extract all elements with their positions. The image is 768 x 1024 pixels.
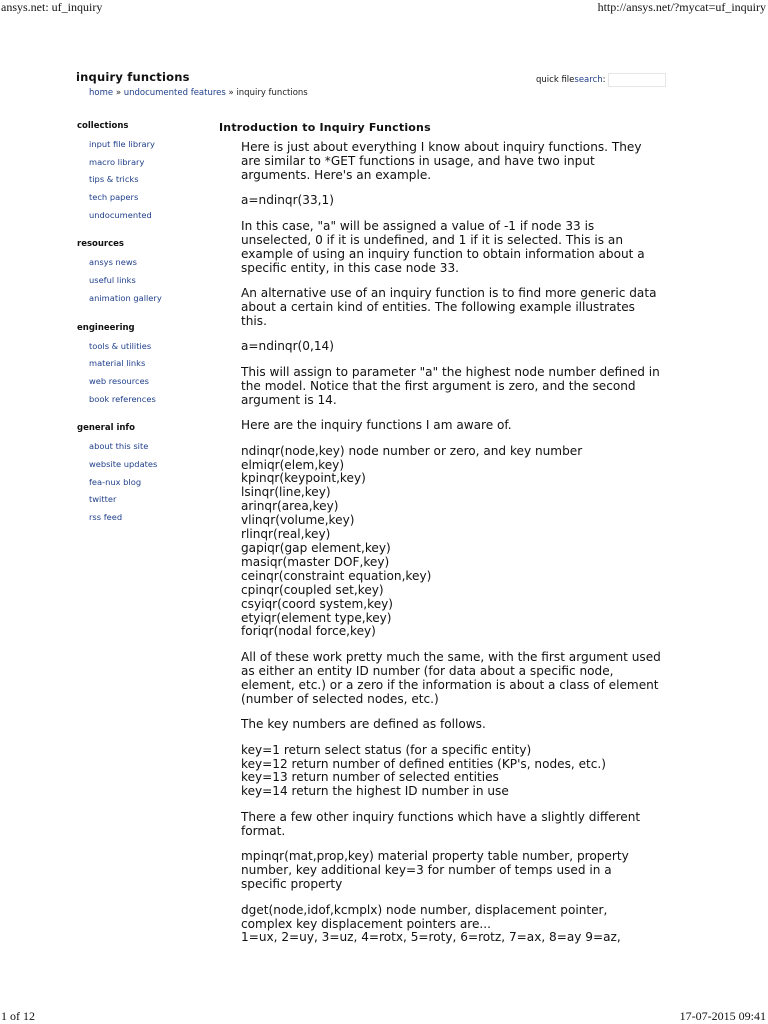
sidebar-item-useful-links[interactable]: useful links [89,275,136,286]
search-label-prefix: quick file [536,75,575,85]
paragraph: mpinqr(mat,prop,key) material property table number, property number, key additional key=3 for number of temps used in a specific property [241,849,629,892]
print-footer [0,1009,768,1023]
sidebar-section-collections [77,121,207,226]
breadcrumb-home-link[interactable]: home [89,88,114,98]
key-item: key=1 return select status (for a specific entity) [241,742,532,757]
print-timestamp: 17-07-2015 09:41 [679,1009,766,1023]
paragraph: The key numbers are defined as follows. [241,717,486,732]
function-item: ceinqr(constraint equation,key) [241,568,432,583]
function-item: ndinqr(node,key) node number or zero, and key number [241,443,583,458]
paragraph: Here are the inquiry functions I am aware of. [241,418,512,433]
print-header-url: http://ansys.net/?mycat=uf_inquiry [597,0,766,14]
sidebar-item-twitter[interactable]: twitter [89,494,117,505]
dget-description: dget(node,idof,kcmplx) node number, displacement pointer, complex key displacement pointers are... [241,902,608,931]
sidebar-section-engineering [77,323,207,411]
article-body [241,141,661,957]
key-list [241,744,661,800]
function-item: vlinqr(volume,key) [241,513,355,528]
sidebar-item-web-resources[interactable]: web resources [89,375,150,386]
function-item: foriqr(nodal force,key) [241,624,376,639]
breadcrumb-current: inquiry functions [236,88,308,98]
sidebar-section-general-info [77,423,207,528]
breadcrumb-separator: » [228,88,234,98]
sidebar-section-resources [77,239,207,309]
paragraph: An alternative use of an inquiry function is to find more generic data about a certain kind of entities. The following example illustrates this. [241,286,657,328]
print-header-title: ansys.net: uf_inquiry [1,0,103,14]
search-label-suffix: : [602,75,606,85]
function-item: gapiqr(gap element,key) [241,541,391,555]
page-title: inquiry functions [76,70,190,84]
function-item: arinqr(area,key) [241,499,339,514]
function-item: csyiqr(coord system,key) [241,596,394,611]
sidebar-item-macro-library[interactable]: macro library [89,156,145,167]
function-item: cpinqr(coupled set,key) [241,582,384,597]
sidebar-item-book-references[interactable]: book references [89,393,156,404]
breadcrumb [89,88,308,98]
code-example: a=ndinqr(33,1) [241,193,334,208]
function-item: elmiqr(elem,key) [241,457,345,472]
sidebar-item-input-file-library[interactable]: input file library [89,139,155,149]
key-item: key=12 return number of defined entities (KP's, nodes, etc.) [241,756,606,771]
key-item: key=14 return the highest ID number in use [241,784,509,799]
code-example: a=ndinqr(0,14) [241,339,334,354]
quick-file-search [536,73,666,87]
paragraph: Here is just about everything I know about inquiry functions. They are similar to *GET functions in usage, and have two input arguments. Here's an example. [241,140,642,182]
paragraph: This will assign to parameter "a" the highest node number defined in the model. Notice that the first argument is zero, and the second argument is 14. [241,364,660,407]
function-item: rlinqr(real,key) [241,527,331,542]
sidebar-item-tech-papers[interactable]: tech papers [89,192,139,203]
sidebar [77,121,207,542]
breadcrumb-section-link[interactable]: undocumented features [123,88,226,98]
paragraph: There a few other inquiry functions which have a slightly different format. [241,809,641,838]
sidebar-heading: engineering [77,322,135,333]
sidebar-item-ansys-news[interactable]: ansys news [89,257,138,268]
paragraph: All of these work pretty much the same, with the first argument used as either an entity ID number (for data about a specific node, element, etc.) or a zero if the information is about a class of element (number of selected nodes, etc.) [241,649,661,706]
function-item: masiqr(master DOF,key) [241,554,390,569]
sidebar-item-material-links[interactable]: material links [89,358,146,369]
breadcrumb-separator: » [115,88,122,98]
function-list [241,445,661,640]
sidebar-heading: general info [77,423,135,434]
search-input[interactable] [608,73,666,87]
sidebar-item-website-updates[interactable]: website updates [89,458,158,469]
page-counter: 1 of 12 [1,1009,35,1023]
dget-pointers: 1=ux, 2=uy, 3=uz, 4=rotx, 5=roty, 6=rotz, 7=ax, 8=ay 9=az, [241,930,621,945]
sidebar-item-fea-nux-blog[interactable]: fea-nux blog [89,476,142,487]
paragraph [241,904,661,946]
function-item: etyiqr(element type,key) [241,610,392,625]
article-title: Introduction to Inquiry Functions [219,121,431,134]
print-header [0,0,768,14]
function-item: lsinqr(line,key) [241,485,331,500]
sidebar-heading: resources [77,239,124,250]
sidebar-item-undocumented[interactable]: undocumented [89,209,152,220]
sidebar-item-tips-tricks[interactable]: tips & tricks [89,174,139,185]
sidebar-heading: collections [77,121,129,131]
sidebar-item-about-this-site[interactable]: about this site [89,441,149,452]
paragraph: In this case, "a" will be assigned a value of -1 if node 33 is unselected, 0 if it is undefined, and 1 if it is selected. This is an example of using an inquiry function to obtain information about a specific entity, in this case node 33. [241,218,645,275]
key-item: key=13 return number of selected entities [241,770,499,785]
sidebar-item-animation-gallery[interactable]: animation gallery [89,292,162,303]
sidebar-item-tools-utilities[interactable]: tools & utilities [89,340,152,351]
search-link[interactable]: search [574,75,603,85]
sidebar-item-rss-feed[interactable]: rss feed [89,512,123,522]
function-item: kpinqr(keypoint,key) [241,471,366,486]
